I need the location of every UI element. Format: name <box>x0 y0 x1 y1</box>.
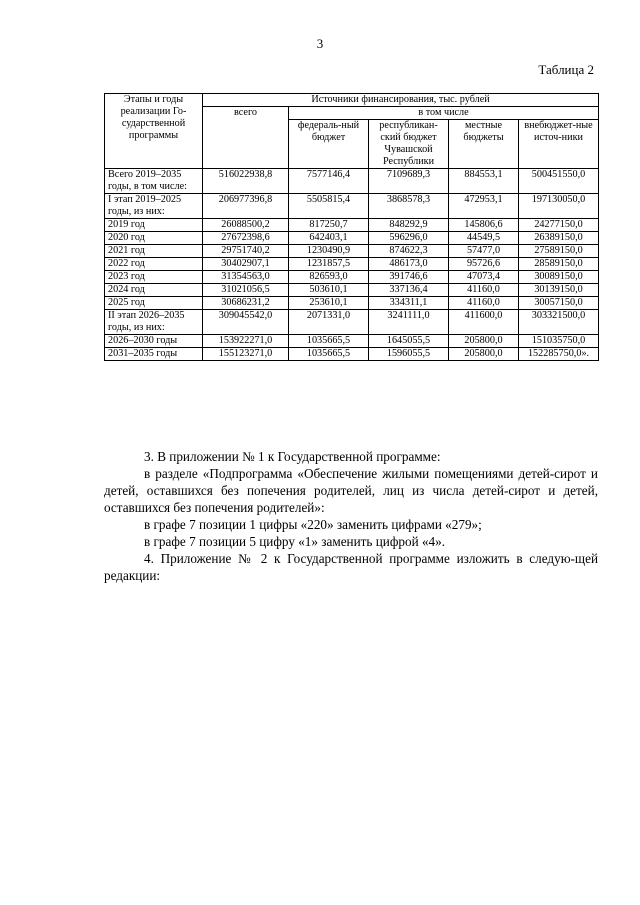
cell-federal: 1230490,9 <box>289 245 369 258</box>
cell-total: 31354563,0 <box>203 271 289 284</box>
table-row <box>105 194 599 219</box>
cell-label: Всего 2019–2035 годы, в том числе: <box>105 169 203 194</box>
table-row <box>105 297 599 310</box>
cell-extra: 30057150,0 <box>519 297 599 310</box>
cell-local: 41160,0 <box>449 284 519 297</box>
cell-local: 884553,1 <box>449 169 519 194</box>
table-row <box>105 245 599 258</box>
para-1 <box>104 448 598 584</box>
cell-label: 2020 год <box>105 232 203 245</box>
cell-label: 2019 год <box>105 219 203 232</box>
header-republican: республикан-ский бюджет Чувашской Республики <box>369 120 449 169</box>
cell-label: 2023 год <box>105 271 203 284</box>
header-federal: федераль-ный бюджет <box>289 120 369 169</box>
cell-total: 26088500,2 <box>203 219 289 232</box>
cell-label: 2025 год <box>105 297 203 310</box>
cell-federal: 1035665,5 <box>289 335 369 348</box>
cell-total: 516022938,8 <box>203 169 289 194</box>
table-row <box>105 284 599 297</box>
table-body <box>105 169 599 361</box>
cell-federal: 817250,7 <box>289 219 369 232</box>
cell-total: 155123271,0 <box>203 348 289 361</box>
cell-local: 95726,6 <box>449 258 519 271</box>
cell-extra: 30139150,0 <box>519 284 599 297</box>
table-row <box>105 348 599 361</box>
paragraph-pos-5: в графе 7 позиции 5 цифру «1» заменить цифрой «4». <box>144 534 446 549</box>
table-row <box>105 232 599 245</box>
table-row <box>105 219 599 232</box>
table-row <box>105 258 599 271</box>
cell-federal: 1035665,5 <box>289 348 369 361</box>
cell-federal: 642403,1 <box>289 232 369 245</box>
cell-extra: 24277150,0 <box>519 219 599 232</box>
cell-federal: 1231857,5 <box>289 258 369 271</box>
table-row <box>105 335 599 348</box>
cell-extra: 30089150,0 <box>519 271 599 284</box>
cell-republican: 874622,3 <box>369 245 449 258</box>
cell-extra: 26389150,0 <box>519 232 599 245</box>
cell-federal: 2071331,0 <box>289 310 369 335</box>
cell-total: 31021056,5 <box>203 284 289 297</box>
cell-federal: 5505815,4 <box>289 194 369 219</box>
cell-label: 2022 год <box>105 258 203 271</box>
cell-republican: 337136,4 <box>369 284 449 297</box>
cell-local: 411600,0 <box>449 310 519 335</box>
cell-federal: 7577146,4 <box>289 169 369 194</box>
cell-total: 153922271,0 <box>203 335 289 348</box>
header-local: местные бюджеты <box>449 120 519 169</box>
cell-local: 44549,5 <box>449 232 519 245</box>
cell-label: 2024 год <box>105 284 203 297</box>
header-total: всего <box>203 107 289 169</box>
cell-total: 27672398,6 <box>203 232 289 245</box>
table-label: Таблица 2 <box>538 62 594 77</box>
cell-extra: 152285750,0». <box>519 348 599 361</box>
cell-republican: 3241111,0 <box>369 310 449 335</box>
cell-republican: 334311,1 <box>369 297 449 310</box>
cell-extra: 27589150,0 <box>519 245 599 258</box>
cell-total: 309045542,0 <box>203 310 289 335</box>
cell-republican: 486173,0 <box>369 258 449 271</box>
cell-label: 2026–2030 годы <box>105 335 203 348</box>
financing-table <box>104 93 599 361</box>
cell-label: II этап 2026–2035 годы, из них: <box>105 310 203 335</box>
header-sources: Источники финансирования, тыс. рублей <box>203 94 599 107</box>
paragraph-item-3: 3. В приложении № 1 к Государственной программе: <box>144 449 441 464</box>
cell-local: 41160,0 <box>449 297 519 310</box>
cell-republican: 391746,6 <box>369 271 449 284</box>
cell-federal: 253610,1 <box>289 297 369 310</box>
cell-label: 2021 год <box>105 245 203 258</box>
cell-federal: 503610,1 <box>289 284 369 297</box>
paragraph-section: в разделе «Подпрограмма «Обеспечение жилыми помещениями детей-сирот и детей, оставшихся без попечения родителей, лиц из числа детей-сирот и детей, оставшихся без попечения родителей»: <box>104 466 598 515</box>
cell-local: 205800,0 <box>449 348 519 361</box>
paragraph-pos-1: в графе 7 позиции 1 цифры «220» заменить цифрами «279»; <box>144 517 482 532</box>
cell-federal: 826593,0 <box>289 271 369 284</box>
table-row <box>105 169 599 194</box>
cell-label: I этап 2019–2025 годы, из них: <box>105 194 203 219</box>
page-number: 3 <box>316 36 324 51</box>
cell-extra: 303321500,0 <box>519 310 599 335</box>
cell-republican: 596296,0 <box>369 232 449 245</box>
cell-extra: 28589150,0 <box>519 258 599 271</box>
cell-republican: 7109689,3 <box>369 169 449 194</box>
cell-republican: 848292,9 <box>369 219 449 232</box>
cell-republican: 1645055,5 <box>369 335 449 348</box>
cell-local: 47073,4 <box>449 271 519 284</box>
cell-extra: 500451550,0 <box>519 169 599 194</box>
cell-local: 57477,0 <box>449 245 519 258</box>
table-row <box>105 310 599 335</box>
cell-total: 29751740,2 <box>203 245 289 258</box>
cell-label: 2031–2035 годы <box>105 348 203 361</box>
cell-extra: 197130050,0 <box>519 194 599 219</box>
header-including: в том числе <box>289 107 599 120</box>
cell-total: 30402907,1 <box>203 258 289 271</box>
header-extra: внебюджет-ные источ-ники <box>519 120 599 169</box>
cell-republican: 1596055,5 <box>369 348 449 361</box>
cell-republican: 3868578,3 <box>369 194 449 219</box>
cell-local: 205800,0 <box>449 335 519 348</box>
cell-local: 145806,6 <box>449 219 519 232</box>
cell-local: 472953,1 <box>449 194 519 219</box>
paragraph-item-4: 4. Приложение № 2 к Государственной программе изложить в следую-щей редакции: <box>104 551 598 583</box>
cell-total: 206977396,8 <box>203 194 289 219</box>
cell-total: 30686231,2 <box>203 297 289 310</box>
table-row <box>105 271 599 284</box>
cell-extra: 151035750,0 <box>519 335 599 348</box>
header-stage: Этапы и годы реализации Го-сударственной программы <box>105 94 203 169</box>
